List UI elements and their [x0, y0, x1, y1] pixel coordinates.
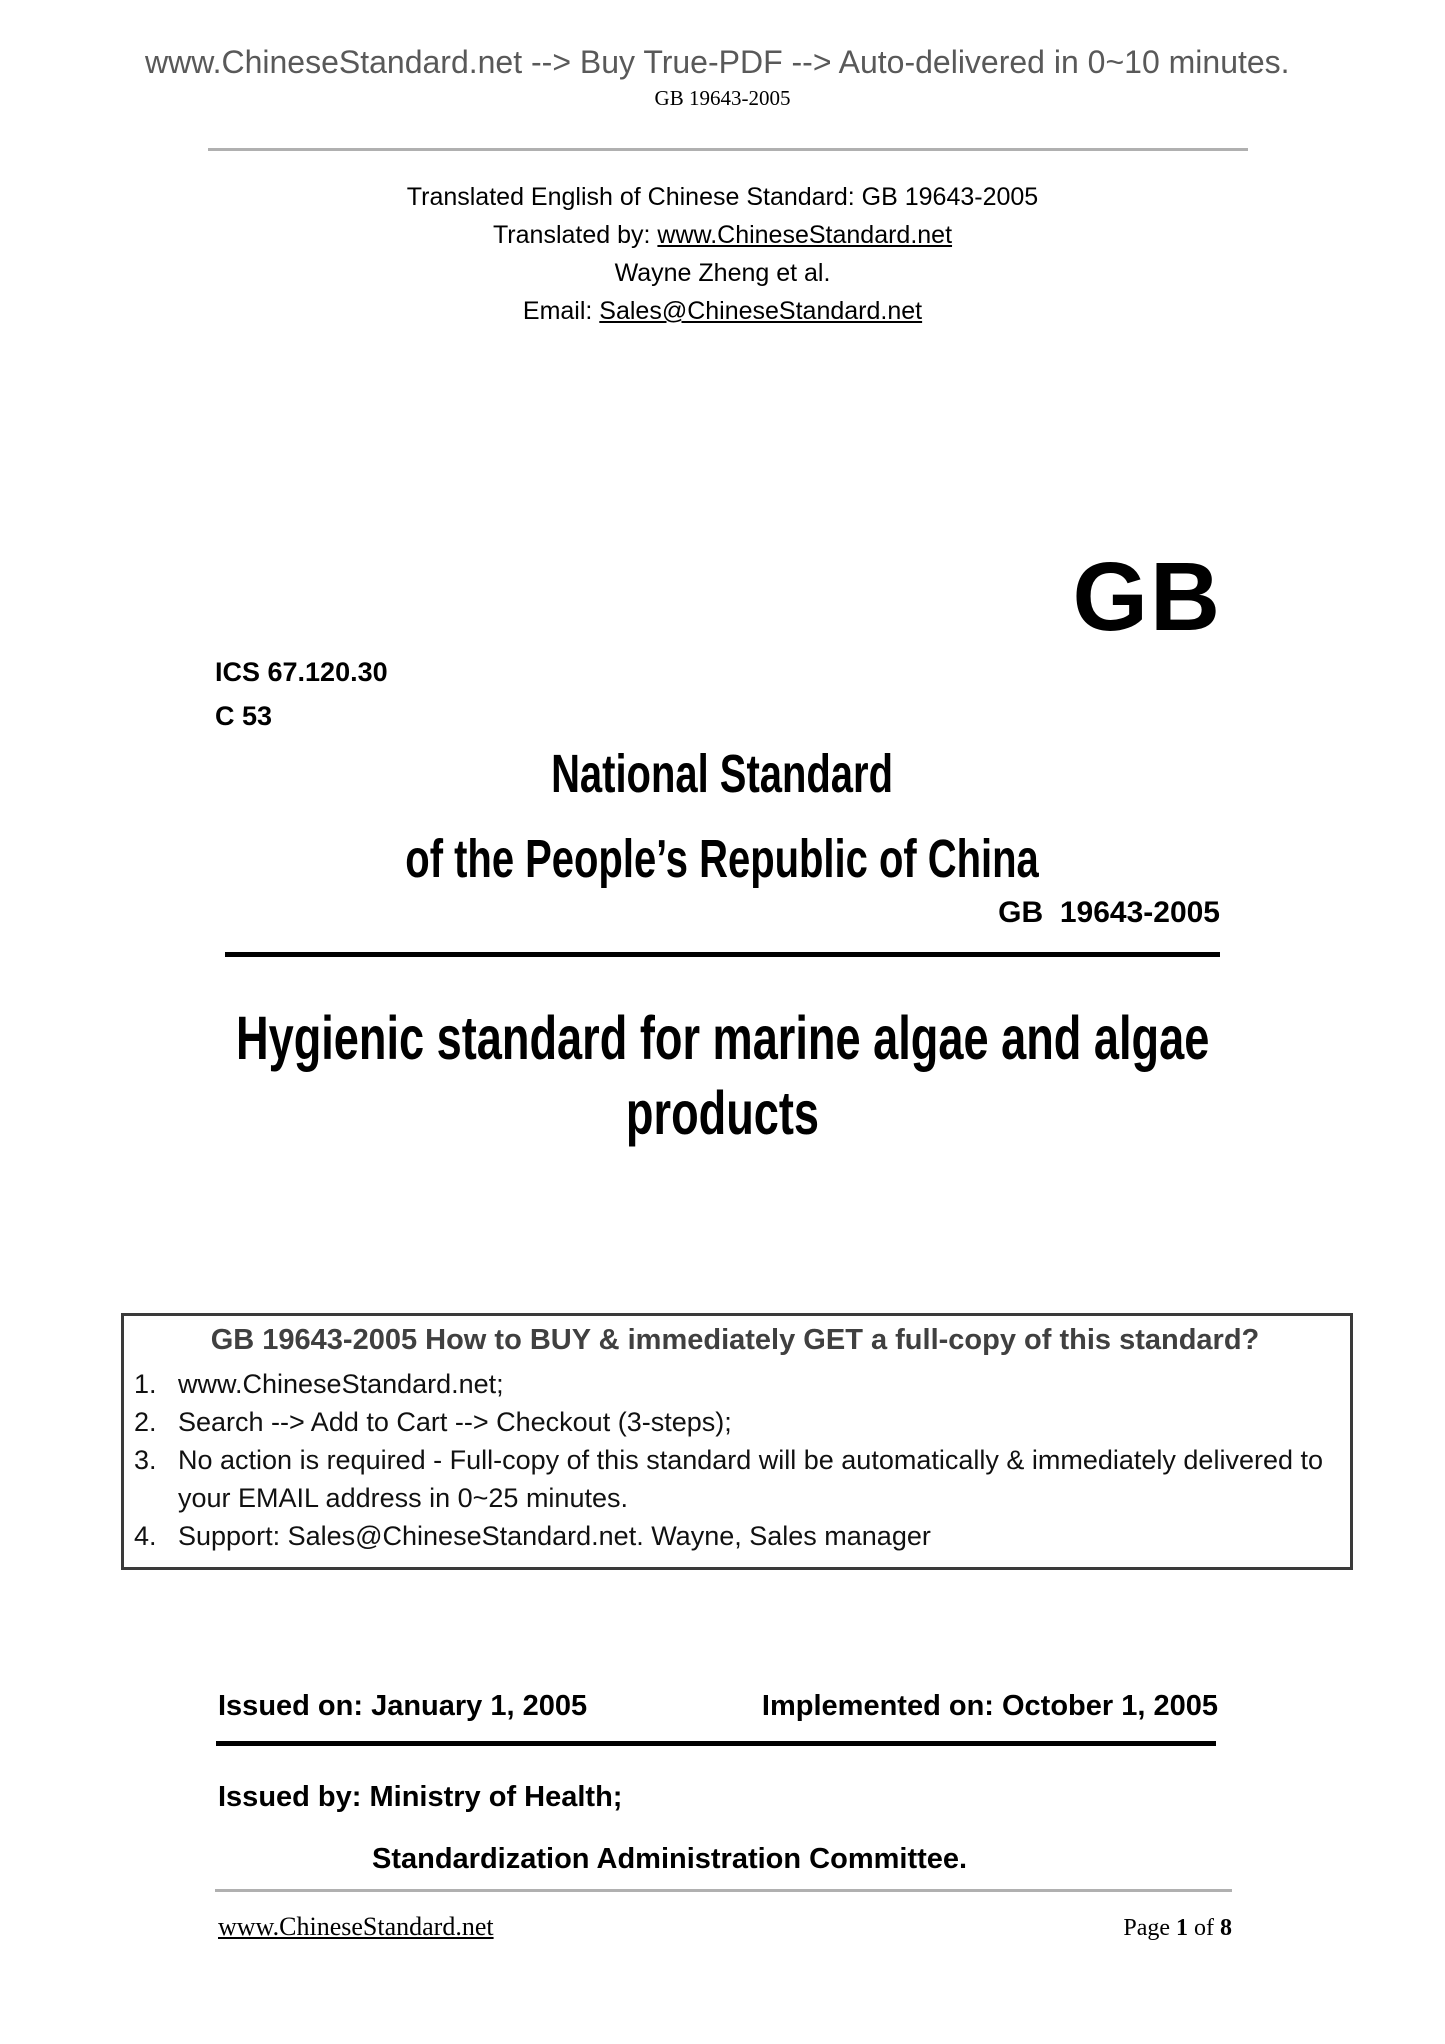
list-item-text: www.ChineseStandard.net; — [178, 1369, 504, 1399]
footer-page-number: 1 — [1176, 1915, 1188, 1941]
translation-block — [0, 178, 1445, 330]
list-item-text: No action is required - Full-copy of this standard will be automatically & immediately delivered to your EMAIL address in 0~25 minutes. — [178, 1445, 1324, 1513]
issuance-dates-row — [218, 1690, 1218, 1723]
issuance-divider — [216, 1741, 1216, 1746]
list-item — [130, 1403, 1340, 1441]
email-link[interactable]: Sales@ChineseStandard.net — [599, 297, 923, 325]
list-item — [130, 1441, 1340, 1517]
translated-by-link[interactable]: www.ChineseStandard.net — [657, 221, 953, 249]
list-item-number: 1. — [134, 1369, 157, 1399]
issued-by-continuation: Standardization Administration Committee. — [372, 1843, 968, 1875]
list-item-number: 2. — [134, 1407, 157, 1437]
header-tagline: www.ChineseStandard.net --> Buy True-PDF --> Auto-delivered in 0~10 minutes. — [145, 44, 1290, 80]
issued-by-text: Issued by: Ministry of Health; — [218, 1781, 623, 1813]
how-to-buy-heading: GB 19643-2005 How to BUY & immediately GET a full-copy of this standard? — [210, 1324, 1260, 1356]
email-label: Email: — [522, 297, 600, 325]
translators-line: Wayne Zheng et al. — [614, 259, 831, 287]
how-to-buy-box — [121, 1313, 1353, 1570]
email-line — [0, 292, 1445, 330]
translated-by-label: Translated by: — [492, 221, 658, 249]
list-item — [130, 1517, 1340, 1555]
standard-code-divider — [225, 952, 1220, 957]
list-item-number: 3. — [134, 1445, 157, 1475]
footer-of-word: of — [1194, 1915, 1214, 1941]
footer-page-word: Page — [1123, 1915, 1170, 1941]
standard-title-line2: products — [625, 1079, 820, 1147]
national-standard-heading: National Standard — [551, 744, 894, 804]
ics-code: ICS 67.120.30 — [215, 657, 388, 687]
standard-title-line1: Hygienic standard for marine algae and algae — [235, 1004, 1210, 1072]
issued-on-text: Issued on: January 1, 2005 — [218, 1690, 588, 1722]
header-divider — [208, 148, 1248, 151]
list-item-number: 4. — [134, 1521, 157, 1551]
standard-code: GB 19643-2005 — [998, 896, 1220, 929]
how-to-buy-list — [130, 1365, 1340, 1555]
footer-page-total: 8 — [1220, 1915, 1232, 1941]
footer-site-link[interactable]: www.ChineseStandard.net — [218, 1912, 494, 1941]
footer-divider — [215, 1889, 1232, 1892]
list-item — [130, 1365, 1340, 1403]
list-item-text: Support: Sales@ChineseStandard.net. Wayne, Sales manager — [178, 1521, 931, 1551]
translated-by-line — [0, 216, 1445, 254]
footer — [218, 1912, 1232, 1942]
translation-line: Translated English of Chinese Standard: GB 19643-2005 — [406, 183, 1039, 211]
implemented-on-text: Implemented on: October 1, 2005 — [761, 1690, 1218, 1722]
classification-code: C 53 — [215, 701, 273, 731]
ics-block — [215, 650, 388, 738]
gb-logo: GB — [1072, 542, 1222, 651]
national-standard-subheading: of the People’s Republic of China — [405, 829, 1040, 889]
header-doc-code: GB 19643-2005 — [654, 86, 791, 110]
footer-page-indicator — [1123, 1915, 1232, 1942]
list-item-text: Search --> Add to Cart --> Checkout (3-steps); — [178, 1407, 732, 1437]
